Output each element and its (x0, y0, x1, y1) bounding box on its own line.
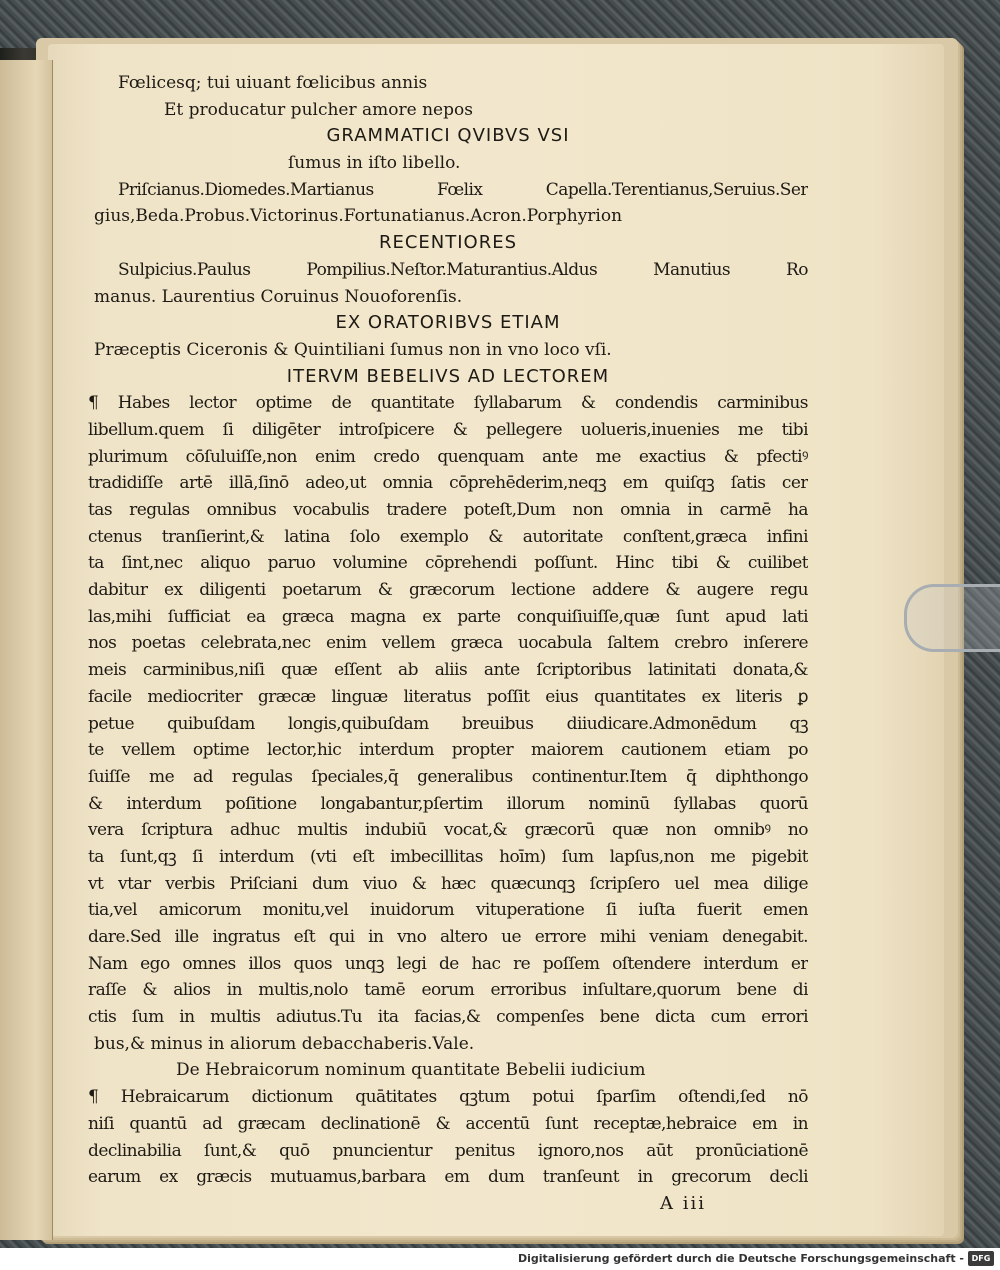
text-line: tia,vel amicorum monitu,vel inuidorum vituperatione ſi iuſta fuerit emen (88, 900, 808, 921)
page-text (88, 70, 808, 1218)
text-line: libellum.quem ſi diligēter introſpicere & pellegere uolueris,inuenies me tibi (88, 419, 808, 440)
text-line: ta ſunt,qꝫ ſi interdum (vti eſt imbecillitas hoīm) ſum lapſus,non me pigebit (88, 846, 808, 867)
footer-bar (0, 1248, 1000, 1270)
text-line: earum ex græcis mutuamus,barbara em dum tranſeunt in grecorum decli (88, 1167, 808, 1188)
text-line: te vellem optime lector,hic interdum propter maiorem cautionem etiam po (88, 740, 808, 761)
text-line: & interdum poſitione longabantur,pſertim illorum nominū ſyllabas quorū (88, 793, 808, 814)
text-line: vera ſcriptura adhuc multis indubiū vocat,& græcorū quæ non omnibꝰ no (88, 820, 808, 841)
text-line: vt vtar verbis Priſciani dum viuo & hæc quæcunqꝫ ſcripſero uel mea dilige (88, 873, 808, 894)
text-line: tradidiſſe artē illā,ſinō adeo,ut omnia cōprehēderim,neqꝫ em quiſqꝫ ſatis cer (88, 473, 808, 494)
heading-grammatici: GRAMMATICI QVIBVS VSI (326, 125, 570, 147)
subheading-line: ſumus in iſto libello. (288, 153, 461, 174)
show-through-text (812, 132, 972, 382)
section-heading-hebraicorum: De Hebraicorum nominum quantitate Bebelii iudicium (176, 1060, 646, 1081)
previous-leaf (0, 60, 53, 1240)
page-clip (904, 584, 1000, 652)
text-line: dare.Sed ille ingratus eſt qui in vno altero ue errore mihi veniam denegabit. (88, 927, 808, 947)
text-line: Priſcianus.Diomedes.Martianus Fœlix Capella.Terentianus,Seruius.Ser (118, 179, 808, 200)
text-line: ¶ Habes lector optime de quantitate ſyllabarum & condendis carminibus (88, 393, 808, 414)
footer-credit: Digitalisierung gefördert durch die Deutsche Forschungsgemeinschaft - (517, 1252, 964, 1265)
text-line: ¶ Hebraicarum dictionum quātitates qꝫtum potui ſparſim oſtendi,ſed nō (88, 1087, 808, 1108)
text-line: ctenus tranſierint,& latina ſolo exemplo & autoritate conſtent,græca infini (88, 526, 808, 547)
dfg-logo-icon: DFG (968, 1251, 994, 1266)
text-line: Nam ego omnes illos quos unqꝫ legi de hac re poſſem oſtendere interdum er (88, 953, 808, 974)
text-line: Sulpicius.Paulus Pompilius.Neſtor.Maturantius.Aldus Manutius Ro (118, 259, 808, 280)
text-line: petue quibuſdam longis,quibuſdam breuibus diiudicare.Admonēdum qꝫ (88, 713, 808, 734)
text-line: dabitur ex diligenti poetarum & græcorum lectione addere & augere regu (88, 580, 808, 601)
text-line: nos poetas celebrata,nec enim vellem græca uocabula ſaltem crebro inſerere (88, 633, 808, 654)
text-line: Præceptis Ciceronis & Quintiliani ſumus non in vno loco vſi. (94, 339, 612, 360)
text-line: tas regulas omnibus vocabulis tradere poteſt,Dum non omnia in carmē ha (88, 500, 808, 520)
heading-recentiores: RECENTIORES (378, 232, 518, 254)
heading-ex-oratoribus: EX ORATORIBVS ETIAM (335, 312, 561, 334)
signature-mark: A iii (660, 1192, 706, 1214)
verse-line: Et producatur pulcher amore nepos (164, 99, 473, 120)
verse-line: Fœlicesq; tui uiuant fœlicibus annis (118, 73, 428, 93)
text-line: ta ſint,nec aliquo paruo volumine cōprehendi poſſunt. Hinc tibi & cuilibet (88, 553, 808, 574)
text-line: facile mediocriter græcæ linguæ literatus poſſit eius quantitates ex literis ꝑ (88, 686, 808, 707)
text-line: raſſe & alios in multis,nolo tamē eorum erroribus inſultare,quorum bene di (88, 980, 808, 1001)
text-line: plurimum cōſuluiſſe,non enim credo quenquam ante me exactius & pfectiꝰ (88, 446, 808, 467)
text-line: niſi quantū ad græcam declinationē & accentū ſunt receptæ,hebraice em in (88, 1113, 808, 1134)
text-line: las,mihi ſufficiat ea græca magna ex parte conquiſiuiſſe,quæ ſunt apud lati (88, 606, 808, 627)
text-line: meis carminibus,niſi quæ eſſent ab aliis ante ſcriptoribus latinitati donata,& (88, 660, 808, 681)
text-line: ctis ſum in multis adiutus.Tu ita facias,& compenſes bene dicta cum errori (88, 1007, 808, 1028)
text-line: ſuiſſe me ad regulas ſpeciales,q̄ generalibus continentur.Item q̄ diphthongo (88, 766, 808, 787)
text-line: declinabilia ſunt,& quō pnuncientur penitus ignoro,nos aūt pronūciationē (88, 1140, 808, 1161)
text-line: manus. Laurentius Coruinus Nouoforenſis. (94, 286, 463, 307)
heading-iterum-bebelius: ITERVM BEBELIVS AD LECTOREM (286, 365, 610, 387)
text-line: bus,& minus in aliorum debacchaberis.Vale. (94, 1033, 475, 1054)
text-line: gius,Beda.Probus.Victorinus.Fortunatianus.Acron.Porphyrion (94, 206, 623, 227)
